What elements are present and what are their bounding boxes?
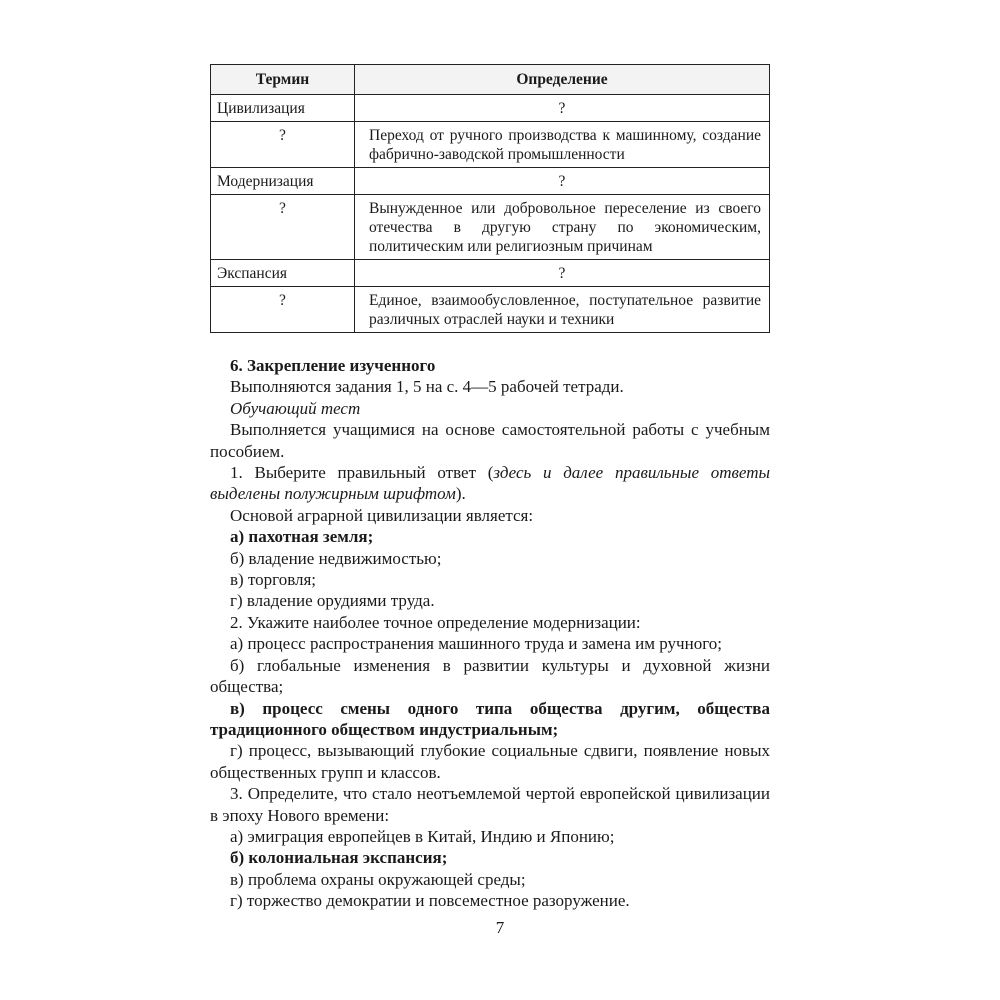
question-3-option-b-correct: б) колониальная экспансия;: [230, 848, 448, 868]
term-cell: Экспансия: [211, 260, 355, 287]
term-cell: ?: [211, 122, 355, 168]
question-2-option-d: г) процесс, вызывающий глубокие социальные сдвиги, появление новых общественных групп и классов.: [210, 741, 770, 782]
term-cell: ?: [211, 287, 355, 333]
table-row: [211, 287, 770, 333]
question-1-prompt-text: 1. Выберите правильный ответ (: [230, 463, 494, 483]
table-row: [211, 122, 770, 168]
question-2-text: 2. Укажите наиболее точное определение модернизации:: [230, 612, 641, 632]
question-2-option-a: а) процесс распространения машинного труда и замена им ручного;: [230, 634, 722, 654]
question-3-option-a: а) эмиграция европейцев в Китай, Индию и Японию;: [230, 826, 615, 846]
terms-table: [210, 64, 770, 333]
table-header-row: [211, 65, 770, 95]
question-1-prompt-end: ).: [455, 484, 466, 504]
term-cell: Модернизация: [211, 168, 355, 195]
column-header-definition: Определение: [355, 65, 770, 95]
term-cell: ?: [211, 195, 355, 260]
question-1-option-d: г) владение орудиями труда.: [230, 591, 435, 611]
question-3-option-d: г) торжество демократии и повсеместное разоружение.: [230, 891, 630, 911]
question-2-option-c-correct: в) процесс смены одного типа общества другим, общества традиционного обществом индустриальным;: [210, 698, 770, 739]
page-number: 7: [495, 918, 505, 937]
section-subheading: Обучающий тест: [230, 398, 361, 418]
question-3-text: 3. Определите, что стало неотъемлемой чертой европейской цивилизации в эпоху Нового времени:: [210, 784, 770, 825]
definition-cell: ?: [355, 260, 770, 287]
question-1-prompt: [210, 462, 770, 505]
term-cell: Цивилизация: [211, 95, 355, 122]
tasks-line: Выполняются задания 1, 5 на с. 4—5 рабочей тетради.: [230, 377, 624, 397]
question-3-option-c: в) проблема охраны окружающей среды;: [230, 869, 526, 889]
lesson-text: [210, 355, 770, 912]
column-header-term: Термин: [211, 65, 355, 95]
question-1-option-a-correct: а) пахотная земля;: [230, 527, 374, 547]
question-1-prompt-note: здесь и далее правильные ответы выделены полужирным шрифтом: [210, 463, 770, 504]
intro-paragraph: Выполняется учащимися на основе самостоятельной работы с учебным пособием.: [210, 420, 770, 461]
definition-cell: ?: [355, 168, 770, 195]
definition-cell: ?: [355, 95, 770, 122]
definition-cell: Единое, взаимообусловленное, поступательное развитие различных отраслей науки и техники: [355, 287, 770, 333]
definition-cell: Вынужденное или добровольное переселение из своего отечества в другую страну по экономическим, политическим или религиозным причинам: [355, 195, 770, 260]
table-row: [211, 260, 770, 287]
section-heading: 6. Закрепление изученного: [230, 356, 436, 375]
table-row: [211, 168, 770, 195]
question-1-option-c: в) торговля;: [230, 570, 317, 590]
document-page: [210, 64, 770, 912]
table-row: [211, 195, 770, 260]
question-2-option-b: б) глобальные изменения в развитии культуры и духовной жизни общества;: [210, 655, 770, 697]
table-row: [211, 95, 770, 122]
definition-cell: Переход от ручного производства к машинному, создание фабрично-заводской промышленности: [355, 122, 770, 168]
question-1-option-b: б) владение недвижимостью;: [230, 548, 442, 568]
question-1-text: Основой аграрной цивилизации является:: [230, 505, 534, 525]
